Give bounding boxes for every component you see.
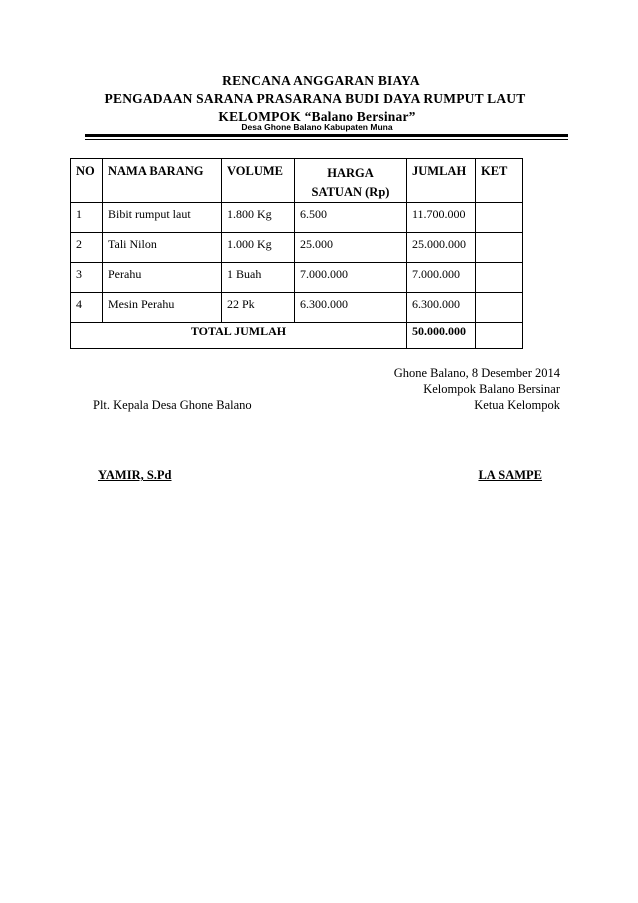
cell-no: 1: [71, 203, 103, 233]
cell-nama: Mesin Perahu: [103, 293, 222, 323]
cell-harga: 6.500: [295, 203, 407, 233]
cell-harga: 6.300.000: [295, 293, 407, 323]
cell-harga: 7.000.000: [295, 263, 407, 293]
total-ket: [476, 323, 523, 349]
total-value: 50.000.000: [407, 323, 476, 349]
left-signatory-title: Plt. Kepala Desa Ghone Balano: [93, 398, 252, 412]
budget-table: [70, 158, 523, 349]
location-heading: Desa Ghone Balano Kabupaten Muna: [241, 122, 393, 132]
cell-harga: 25.000: [295, 233, 407, 263]
header-harga-line1: HARGA: [327, 166, 374, 180]
place-date: Ghone Balano, 8 Desember 2014: [393, 366, 560, 380]
left-signatory-name: YAMIR, S.Pd: [98, 468, 172, 482]
cell-nama: Perahu: [103, 263, 222, 293]
cell-volume: 1.000 Kg: [222, 233, 295, 263]
table-row: [71, 233, 523, 263]
cell-no: 3: [71, 263, 103, 293]
header-no: NO: [71, 159, 103, 203]
cell-volume: 1 Buah: [222, 263, 295, 293]
cell-jumlah: 11.700.000: [407, 203, 476, 233]
total-row: [71, 323, 523, 349]
table-row: [71, 203, 523, 233]
group-name: Kelompok Balano Bersinar: [423, 382, 560, 396]
cell-volume: 22 Pk: [222, 293, 295, 323]
table-header-row: [71, 159, 523, 203]
table-row: [71, 293, 523, 323]
cell-volume: 1.800 Kg: [222, 203, 295, 233]
document-title: RENCANA ANGGARAN BIAYA: [222, 73, 420, 88]
cell-jumlah: 7.000.000: [407, 263, 476, 293]
table-row: [71, 263, 523, 293]
cell-nama: Bibit rumput laut: [103, 203, 222, 233]
cell-jumlah: 25.000.000: [407, 233, 476, 263]
total-label: TOTAL JUMLAH: [71, 323, 407, 349]
cell-ket: [476, 263, 523, 293]
header-nama-barang: NAMA BARANG: [103, 159, 222, 203]
cell-ket: [476, 233, 523, 263]
right-signatory-title: Ketua Kelompok: [474, 398, 560, 412]
cell-ket: [476, 203, 523, 233]
header-harga-line2: SATUAN (Rp): [311, 185, 390, 199]
cell-no: 2: [71, 233, 103, 263]
header-divider-thin: [85, 139, 568, 140]
header-volume: VOLUME: [222, 159, 295, 203]
cell-nama: Tali Nilon: [103, 233, 222, 263]
cell-ket: [476, 293, 523, 323]
cell-jumlah: 6.300.000: [407, 293, 476, 323]
document-subtitle: PENGADAAN SARANA PRASARANA BUDI DAYA RUMPUT LAUT: [104, 91, 526, 106]
right-signatory-name: LA SAMPE: [478, 468, 542, 482]
header-harga-satuan: [295, 159, 407, 203]
header-divider-thick: [85, 134, 568, 137]
cell-no: 4: [71, 293, 103, 323]
header-ket: KET: [476, 159, 523, 203]
header-jumlah: JUMLAH: [407, 159, 476, 203]
group-name-heading: KELOMPOK “Balano Bersinar”: [218, 109, 416, 124]
